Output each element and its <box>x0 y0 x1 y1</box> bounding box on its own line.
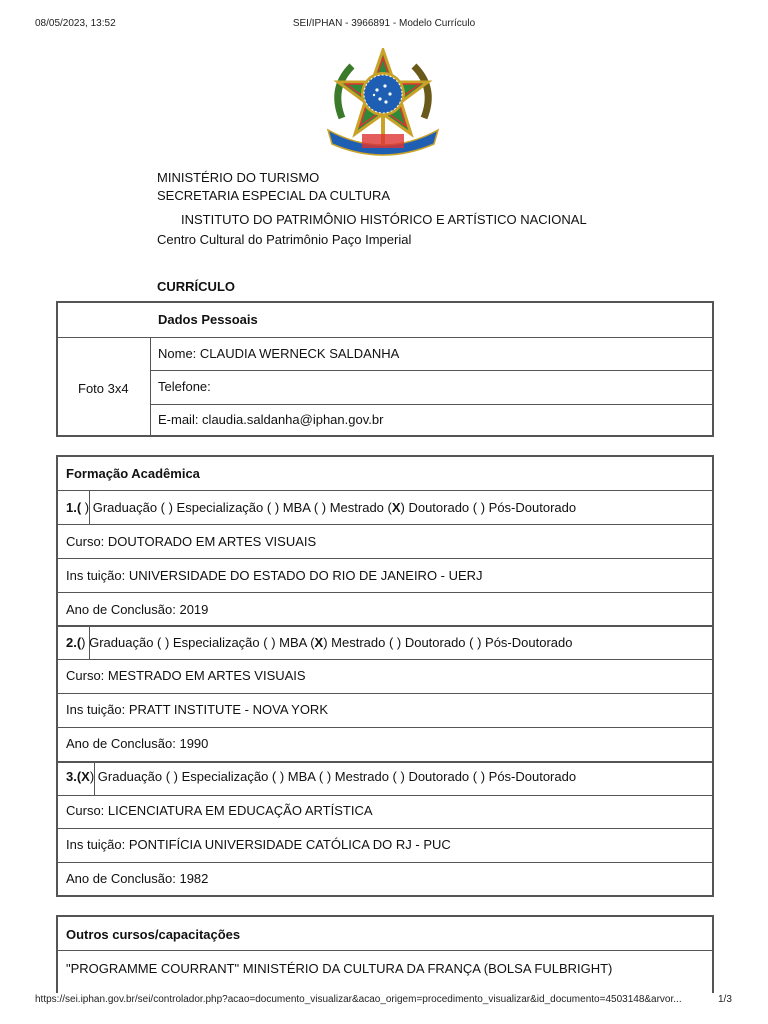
personal-data-table <box>56 301 714 437</box>
institution-3: Ins tuição: PONTIFÍCIA UNIVERSIDADE CATÓLICA DO RJ - PUC <box>66 837 451 852</box>
degree-options-2: 2.() Graduação ( ) Especialização ( ) MBA (X) Mestrado ( ) Doutorado ( ) Pós-Doutorado <box>66 635 573 650</box>
course-1: Curso: DOUTORADO EM ARTES VISUAIS <box>66 534 317 549</box>
org-ministry: MINISTÉRIO DO TURISMO <box>157 170 320 185</box>
degree-mark-2: X <box>314 635 324 650</box>
education-header: Formação Acadêmica <box>66 466 200 481</box>
other-course-item: "PROGRAMME COURRANT" MINISTÉRIO DA CULTURA DA FRANÇA (BOLSA FULBRIGHT) <box>66 961 613 976</box>
org-center: Centro Cultural do Patrimônio Paço Imperial <box>157 232 412 247</box>
email-field: E-mail: claudia.saldanha@iphan.gov.br <box>158 412 384 427</box>
degree-mark-1: X <box>391 500 401 515</box>
personal-data-header: Dados Pessoais <box>158 312 258 327</box>
name-field: Nome: CLAUDIA WERNECK SALDANHA <box>158 346 400 361</box>
print-title: SEI/IPHAN - 3966891 - Modelo Currículo <box>292 18 476 29</box>
brasao-republica-icon <box>322 48 444 162</box>
year-2: Ano de Conclusão: 1990 <box>66 736 209 751</box>
other-courses-table <box>56 915 714 993</box>
print-datetime: 08/05/2023, 13:52 <box>35 18 116 29</box>
year-3: Ano de Conclusão: 1982 <box>66 871 209 886</box>
course-2: Curso: MESTRADO EM ARTES VISUAIS <box>66 668 306 683</box>
print-url: https://sei.iphan.gov.br/sei/controlador.php?acao=documento_visualizar&acao_origem=procedimento_visualizar&id_documento=4503148&arvor... <box>35 994 682 1005</box>
other-courses-header: Outros cursos/capacitações <box>66 927 241 942</box>
degree-options-1: 1.( ) Graduação ( ) Especialização ( ) MBA ( ) Mestrado (X) Doutorado ( ) Pós-Doutorado <box>66 500 577 515</box>
year-1: Ano de Conclusão: 2019 <box>66 602 209 617</box>
doc-title: CURRÍCULO <box>157 279 235 294</box>
degree-options-3: 3.(X) Graduação ( ) Especialização ( ) MBA ( ) Mestrado ( ) Doutorado ( ) Pós-Doutorado <box>66 769 577 784</box>
education-table <box>56 455 714 897</box>
institution-1: Ins tuição: UNIVERSIDADE DO ESTADO DO RIO DE JANEIRO - UERJ <box>66 568 483 583</box>
org-secretariat: SECRETARIA ESPECIAL DA CULTURA <box>157 188 391 203</box>
org-institute: INSTITUTO DO PATRIMÔNIO HISTÓRICO E ARTÍSTICO NACIONAL <box>181 212 587 227</box>
degree-mark-3: X <box>81 769 90 784</box>
photo-placeholder: Foto 3x4 <box>78 381 129 396</box>
phone-field: Telefone: <box>158 379 211 394</box>
institution-2: Ins tuição: PRATT INSTITUTE - NOVA YORK <box>66 702 328 717</box>
course-3: Curso: LICENCIATURA EM EDUCAÇÃO ARTÍSTICA <box>66 803 373 818</box>
print-page-number: 1/3 <box>718 994 732 1005</box>
